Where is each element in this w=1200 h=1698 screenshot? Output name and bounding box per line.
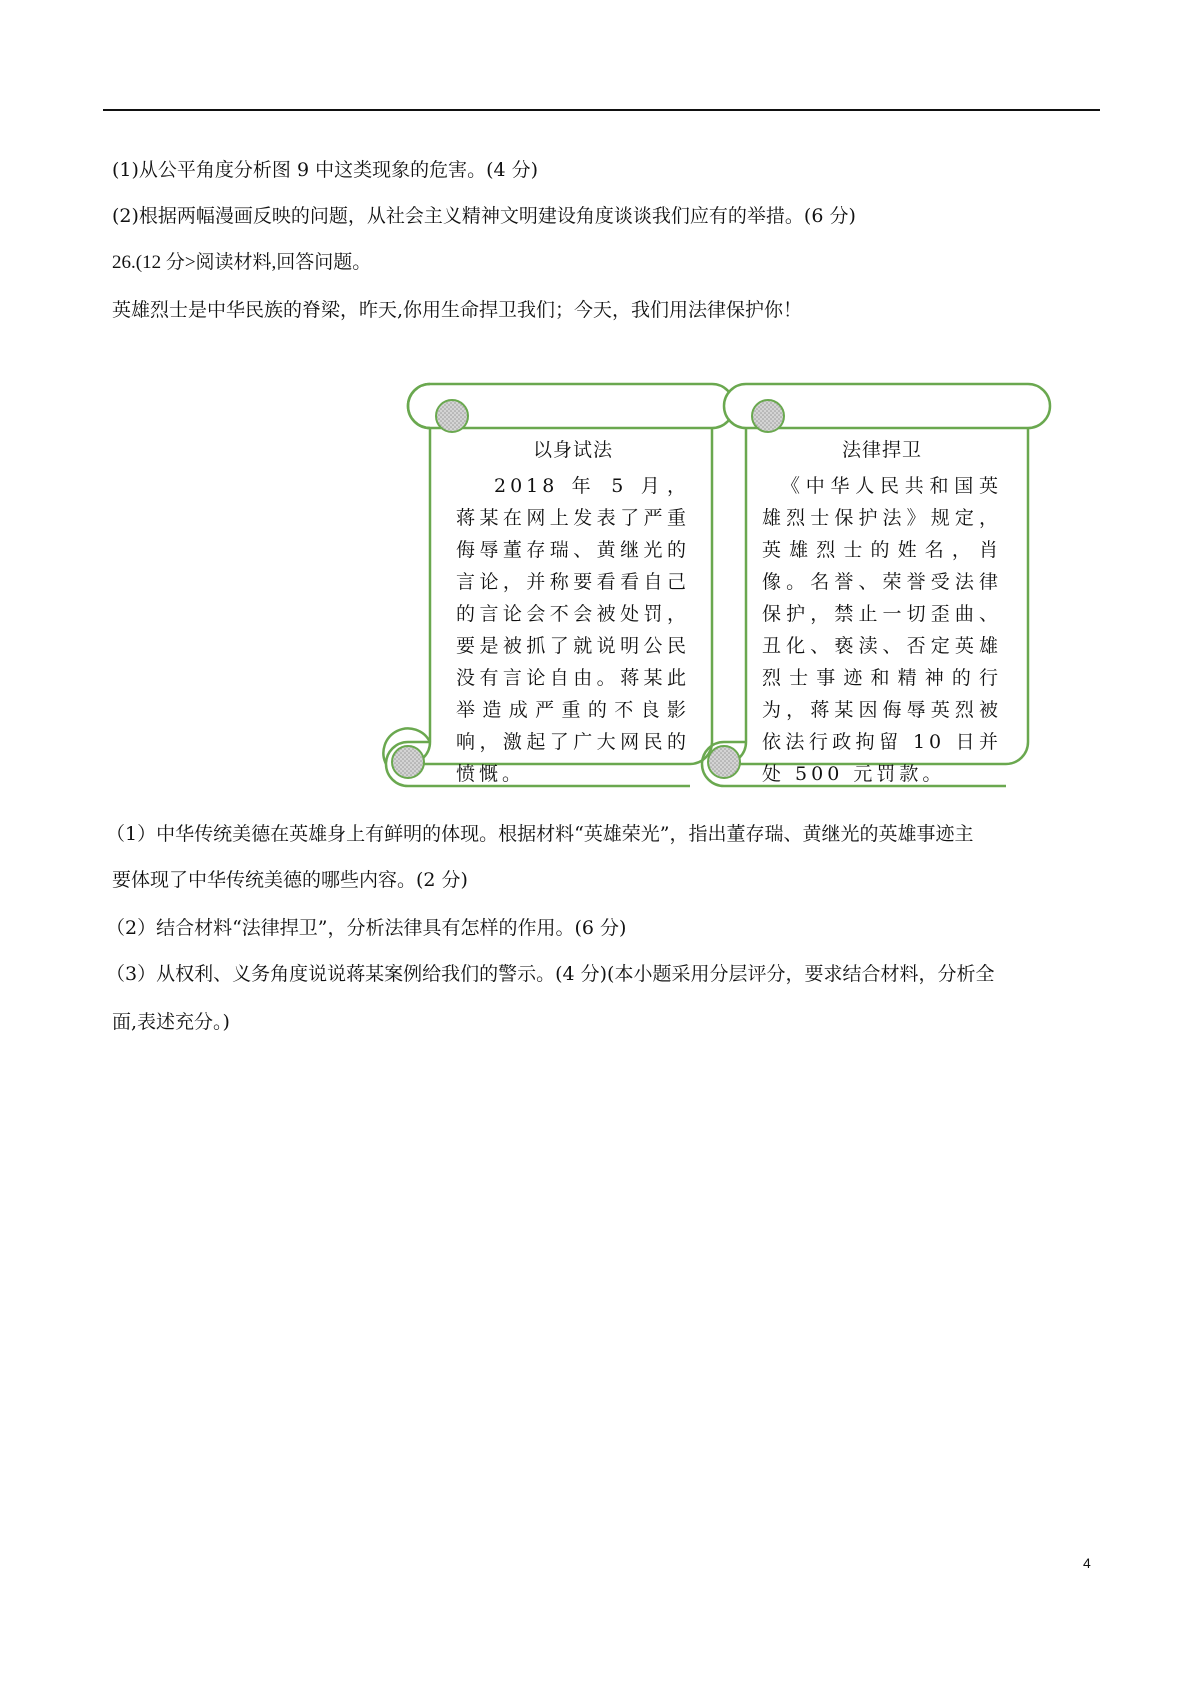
left-scroll-text bbox=[456, 434, 690, 790]
sub-question-2: （2）结合材料“法律捍卫”，分析法律具有怎样的作用。(6 分) bbox=[106, 917, 627, 939]
sub-question-1-line2: 要体现了中华传统美德的哪些内容。(2 分) bbox=[112, 869, 468, 891]
right-scroll-title: 法律捍卫 bbox=[841, 439, 922, 461]
left-scroll-body: 2018 年 5 月，蒋某在网上发表了严重侮辱董存瑞、黄继光的言论，并称要看看自己的言论会不会被处罚，要是被抓了就说明公民没有言论自由。蒋某此举造成严重的不良影响，激起了广大网民的愤慨。 bbox=[456, 475, 690, 785]
sub-question-3-line2: 面,表述充分。) bbox=[112, 1011, 230, 1033]
material-intro: 英雄烈士是中华民族的脊梁，昨天,你用生命捍卫我们；今天，我们用法律保护你！ bbox=[112, 299, 803, 321]
left-scroll-title: 以身试法 bbox=[532, 439, 613, 461]
right-scroll-body: 《中华人民共和国英雄烈士保护法》规定，英雄烈士的姓名，肖像。名誉、荣誉受法律保护，禁止一切歪曲、丑化、亵渎、否定英雄烈士事迹和精神的行为，蒋某因侮辱英烈被依法行政拘留 10 日并处 500 元罚款。 bbox=[762, 475, 1002, 785]
right-scroll-text bbox=[762, 434, 1002, 790]
question-26-header: 26.(12 分>阅读材料,回答问题。 bbox=[112, 252, 372, 273]
question-25-1: (1)从公平角度分析图 9 中这类现象的危害。(4 分) bbox=[112, 159, 539, 181]
sub-question-3-line1: （3）从权利、义务角度说说蒋某案例给我们的警示。(4 分)(本小题采用分层评分，要求结合材料，分析全 bbox=[106, 963, 995, 985]
page-number: 4 bbox=[1083, 1555, 1091, 1571]
sub-question-1-line1: （1）中华传统美德在英雄身上有鲜明的体现。根据材料“英雄荣光”，指出董存瑞、黄继光的英雄事迹主 bbox=[106, 823, 974, 845]
question-25-2: (2)根据两幅漫画反映的问题，从社会主义精神文明建设角度谈谈我们应有的举措。(6 分) bbox=[112, 205, 856, 227]
